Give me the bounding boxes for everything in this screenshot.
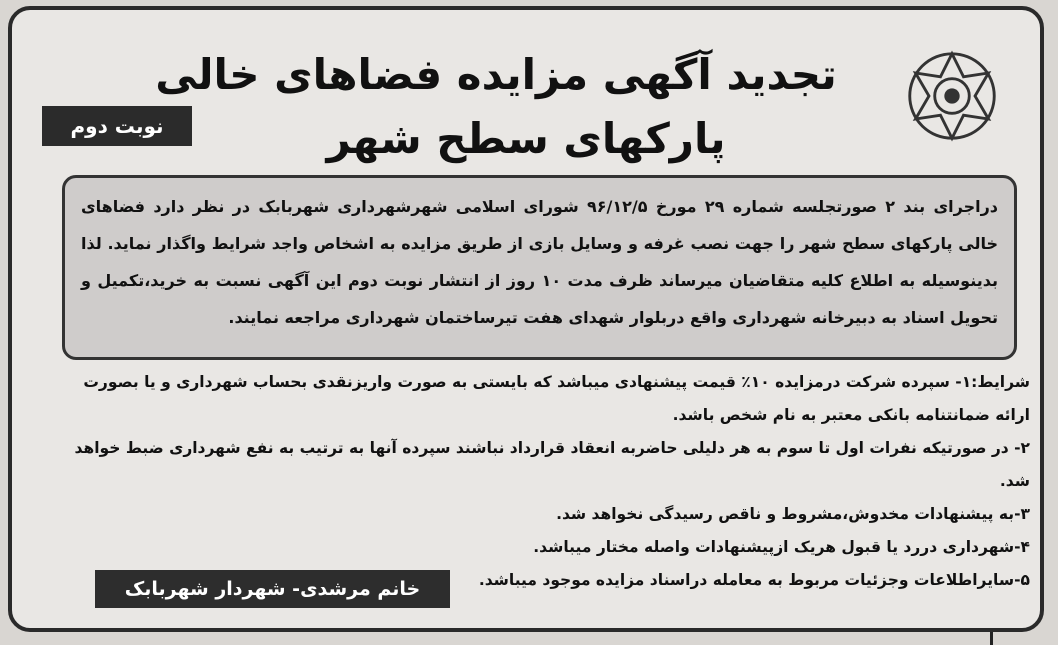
condition-item: شرایط:۱- سپرده شرکت درمزایده ۱۰٪ قیمت پیشنهادی میباشد که بایستی به صورت واریزنقدی بحساب شهرداری و یا بصورت ارائه ضمانتنامه بانکی معتبر به نام شخص باشد.: [83, 373, 1030, 424]
condition-item: ۴-شهرداری دررد یا قبول هریک ازپیشنهادات واصله مختار میباشد.: [533, 538, 1030, 556]
condition-item: ۳-به پیشنهادات مخدوش،مشروط و ناقص رسیدگی نخواهد شد.: [556, 505, 1030, 523]
condition-item: ۵-سایراطلاعات وجزئیات مربوط به معامله دراسناد مزایده موجود میباشد.: [478, 571, 1030, 589]
conditions-list: [52, 366, 1030, 597]
edge-mark: [990, 632, 993, 645]
intro-text: دراجرای بند ۲ صورتجلسه شماره ۲۹ مورخ ۹۶/۱۲/۵ شورای اسلامی شهرشهرداری شهربابک در نظر دارد فضاهای خالی پارکهای سطح شهر را جهت نصب غرفه و وسایل بازی از طریق مزایده به اشخاص واجد شرایط واگذار نماید. لذا بدینوسیله به اطلاع کلیه متقاضیان میرساند ظرف مدت ۱۰ روز از انتشار نوبت دوم این آگهی نسبت به خرید،تکمیل و تحویل اسناد به دبیرخانه شهرداری واقع دربلوار شهدای هفت تیرساختمان شهرداری مراجعه نمایند.: [81, 197, 999, 327]
signature-badge: خانم مرشدی- شهردار شهربابک: [95, 570, 450, 608]
intro-box: [62, 175, 1017, 360]
ad-title-line2: پارکهای سطح شهر: [326, 114, 726, 163]
advertisement-frame: [8, 6, 1044, 632]
ad-title-line1: تجدید آگهی مزایده فضاهای خالی: [155, 50, 837, 99]
condition-item: ۲- در صورتیکه نفرات اول تا سوم به هر دلیلی حاضربه انعقاد قرارداد نباشند سپرده آنها به ترتیب به نفع شهرداری ضبط خواهد شد.: [74, 439, 1030, 490]
round-badge: نوبت دوم: [42, 106, 192, 146]
